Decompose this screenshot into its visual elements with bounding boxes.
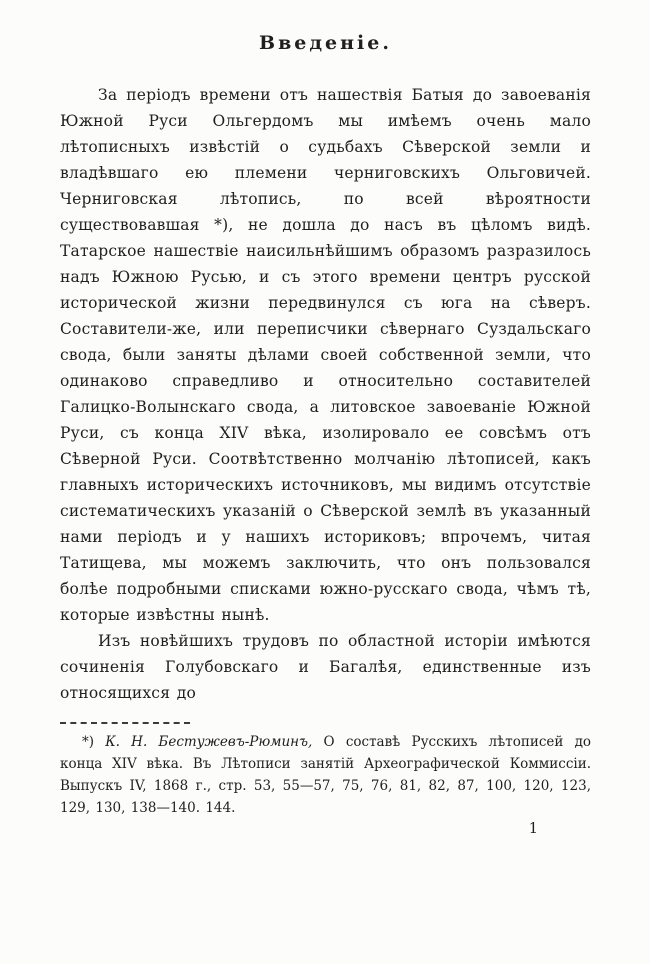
footnote-marker: *)	[82, 734, 95, 750]
chapter-title: Введеніе.	[259, 32, 392, 54]
paragraph: Изъ новѣйшихъ трудовъ по областной исторіи имѣются сочиненія Голубовскаго и Багалѣя, единственные изъ относящихся до	[60, 632, 591, 702]
page-number: 1	[528, 821, 538, 837]
footnote-text: О составѣ Русскихъ лѣтописей до конца XIV вѣка. Въ Лѣтописи занятій Археографической Коммиссіи. Выпускъ IV, 1868 г., стр. 53, 55—57, 75, 76, 81, 82, 87, 100, 120, 123, 129, 130, 138—140. 144.	[60, 734, 592, 816]
footnote-separator	[60, 722, 190, 724]
paragraph: За періодъ времени отъ нашествія Батыя до завоеванія Южной Руси Ольгердомъ мы имѣемъ очень мало лѣтописныхъ извѣстій о судьбахъ Сѣверской земли и владѣвшаго ею племени черниговскихъ Ольговичей. Черниговская лѣтопись, по всей вѣроятности существовавшая *), не дошла до насъ въ цѣломъ видѣ. Татарское нашествіе наисильнѣйшимъ образомъ разразилось надъ Южною Русью, и съ этого времени центръ русской исторической жизни передвинулся съ юга на сѣверъ. Составители-же, или переписчики сѣвернаго Суздальскаго свода, были заняты дѣлами своей собственной земли, что одинаково справедливо и относительно составителей Галицко-Волынскаго свода, а литовское завоеваніе Южной Руси, съ конца XIV вѣка, изолировало ее совсѣмъ отъ Сѣверной Руси. Соотвѣтственно молчанію лѣтописей, какъ главныхъ историческихъ источниковъ, мы видимъ отсутствіе систематическихъ указаній о Сѣверской землѣ въ указанный нами періодъ и у нашихъ историковъ; впрочемъ, читая Татищева, мы можемъ заключить, что онъ пользовался болѣе подробными списками южно-русскаго свода, чѣмъ тѣ, которые извѣстны нынѣ.	[60, 86, 591, 624]
footnote-author: К. Н. Бестужевъ-Рюминъ,	[105, 734, 313, 750]
footnote	[60, 731, 591, 819]
body-text	[60, 82, 591, 706]
